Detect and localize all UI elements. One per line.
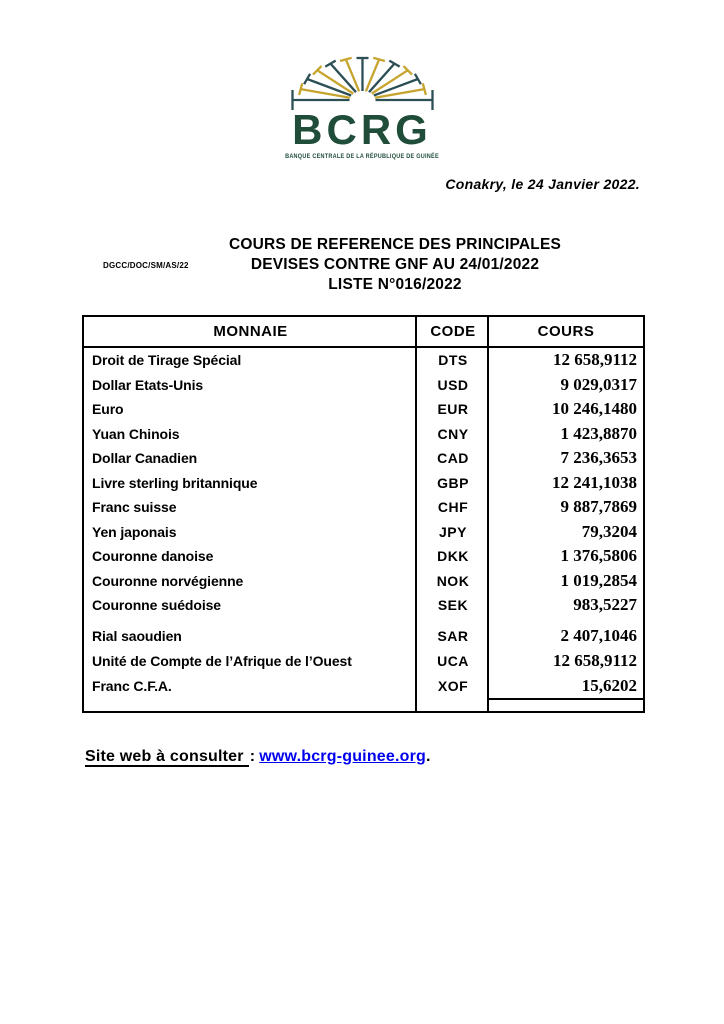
footer [85, 748, 431, 766]
currency-code: UCA [437, 653, 469, 669]
currency-rate: 10 246,1480 [552, 399, 637, 419]
column-divider [487, 317, 489, 711]
header-monnaie: MONNAIE [213, 323, 288, 340]
currency-rate: 1 423,8870 [560, 423, 637, 443]
currency-name: Droit de Tirage Spécial [92, 352, 242, 369]
currency-code: CAD [437, 450, 469, 467]
website-link[interactable]: www.bcrg-guinee.org [259, 748, 427, 765]
currency-rate: 12 658,9112 [552, 350, 637, 370]
table-row [84, 674, 643, 699]
table-row [84, 446, 643, 471]
logo-tagline: BANQUE CENTRALE DE LA RÉPUBLIQUE DE GUINÉE [285, 153, 439, 160]
currency-code: GBP [437, 474, 469, 491]
currency-name: Rial saoudien [92, 628, 182, 644]
rate-column-end-line [489, 698, 643, 700]
currency-code: XOF [437, 678, 469, 694]
currency-name: Yen japonais [92, 523, 177, 540]
table-header-row [84, 317, 643, 348]
currency-rate: 12 241,1038 [552, 472, 637, 492]
currency-code: SAR [437, 628, 469, 644]
title-line-1: COURS DE REFERENCE DES PRINCIPALES [228, 236, 562, 253]
currency-name: Yuan Chinois [92, 425, 180, 442]
table-row [84, 471, 643, 496]
table-row [84, 348, 643, 373]
currency-rate: 79,3204 [581, 521, 637, 541]
currency-code: EUR [437, 401, 469, 418]
table-row [84, 569, 643, 594]
table-row [84, 520, 643, 545]
currency-name: Couronne danoise [92, 548, 214, 565]
currency-code: JPY [439, 523, 467, 540]
currency-name: Dollar Etats-Unis [92, 376, 204, 393]
document-title [150, 235, 640, 295]
date-line: Conakry, le 24 Janvier 2022. [445, 176, 640, 192]
currency-rate: 2 407,1046 [560, 626, 637, 645]
table-row [84, 422, 643, 447]
currency-name: Dollar Canadien [92, 450, 198, 467]
currency-code: USD [437, 376, 469, 393]
table-row [84, 373, 643, 398]
currency-name: Couronne suédoise [92, 597, 221, 614]
currency-code: DTS [438, 352, 468, 369]
website-label: Site web à consulter [85, 748, 249, 767]
currency-name: Euro [92, 401, 124, 418]
table-body [84, 348, 643, 699]
title-line-2: DEVISES CONTRE GNF AU 24/01/2022 [250, 256, 540, 273]
column-divider [415, 317, 417, 711]
currency-name: Unité de Compte de l’Afrique de l’Ouest [92, 653, 352, 669]
table-row [84, 649, 643, 674]
table-row [84, 544, 643, 569]
currency-name: Franc suisse [92, 499, 177, 516]
currency-rate: 15,6202 [581, 676, 637, 695]
currency-code: NOK [436, 572, 470, 589]
currency-rate: 12 658,9112 [552, 651, 637, 670]
currency-rate: 9 029,0317 [560, 374, 637, 394]
table-row [84, 495, 643, 520]
currency-rate: 1 019,2854 [560, 570, 637, 590]
logo-text: BCRG [292, 106, 432, 153]
table-row [84, 624, 643, 649]
currency-name: Couronne norvégienne [92, 572, 244, 589]
currency-code: CNY [437, 425, 469, 442]
table-row [84, 397, 643, 422]
rates-table [82, 315, 645, 713]
currency-code: CHF [437, 499, 469, 516]
table-row [84, 593, 643, 618]
currency-rate: 983,5227 [573, 595, 637, 615]
currency-name: Franc C.F.A. [92, 678, 172, 694]
currency-code: SEK [437, 597, 469, 614]
currency-code: DKK [437, 548, 469, 565]
footer-period: . [426, 748, 431, 765]
currency-rate: 7 236,3653 [560, 448, 637, 468]
header-cours: COURS [537, 323, 595, 340]
header-code: CODE [430, 323, 476, 340]
currency-name: Livre sterling britannique [92, 474, 258, 491]
label-separator: : [249, 748, 256, 765]
currency-rate: 1 376,5806 [560, 546, 637, 566]
bcrg-logo [271, 50, 452, 160]
sunburst-rays-icon [287, 50, 437, 111]
currency-rate: 9 887,7869 [560, 497, 637, 517]
reference-code: DGCC/DOC/SM/AS/22 [103, 261, 189, 270]
title-line-3: LISTE N°016/2022 [328, 276, 462, 293]
